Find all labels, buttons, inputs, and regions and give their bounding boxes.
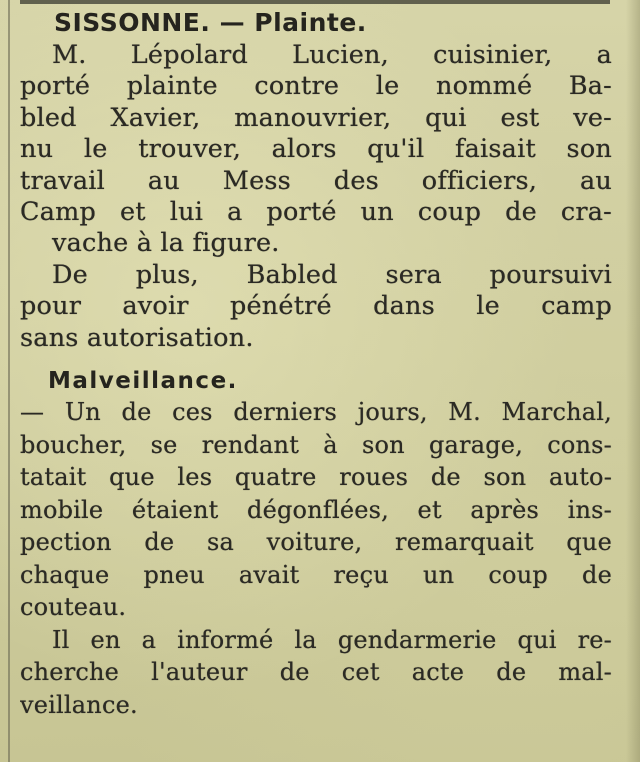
text-line: porté plainte contre le nommé Ba- xyxy=(20,71,612,102)
text-line: chaque pneu avait reçu un coup de xyxy=(20,560,612,589)
article-plainte-paragraph-2 xyxy=(20,260,612,354)
left-column-rule xyxy=(8,0,10,762)
text-line: pection de sa voiture, remarquait que xyxy=(20,528,612,557)
text-line: travail au Mess des officiers, au xyxy=(20,165,612,196)
text-line: nu le trouver, alors qu'il faisait son xyxy=(20,134,612,165)
text-line: boucher, se rendant à son garage, cons- xyxy=(20,430,612,459)
text-line: cherche l'auteur de cet acte de mal- xyxy=(20,658,612,687)
article-heading-malveillance: Malveillance. xyxy=(48,368,238,395)
top-column-rule xyxy=(20,0,610,4)
news-column xyxy=(20,6,612,721)
article-plainte-paragraph-1 xyxy=(20,40,612,260)
text-line: Camp et lui a porté un coup de cra- xyxy=(20,197,612,228)
text-line: pour avoir pénétré dans le camp xyxy=(20,291,612,322)
article-malveillance-paragraph-1 xyxy=(20,396,612,624)
text-line: couteau. xyxy=(20,593,127,622)
article-separator xyxy=(20,354,612,362)
article-heading-plainte: SISSONNE. — Plainte. xyxy=(54,8,367,37)
text-line: veillance. xyxy=(20,690,138,719)
text-line: mobile étaient dégonflées, et après ins- xyxy=(20,495,612,524)
article-malveillance-paragraph-2 xyxy=(20,624,612,722)
text-line: M. Lépolard Lucien, cuisinier, a xyxy=(52,40,612,70)
text-line: bled Xavier, manouvrier, qui est ve- xyxy=(20,102,612,133)
text-line: sans autorisation. xyxy=(20,322,254,353)
text-line: De plus, Babled sera poursuivi xyxy=(52,259,612,290)
text-line: — Un de ces derniers jours, M. Marchal, xyxy=(20,398,612,427)
page-fold-shadow xyxy=(626,0,640,762)
text-line: Il en a informé la gendarmerie qui re- xyxy=(52,625,612,654)
text-line: tatait que les quatre roues de son auto- xyxy=(20,463,612,492)
text-line: vache à la figure. xyxy=(52,228,280,259)
